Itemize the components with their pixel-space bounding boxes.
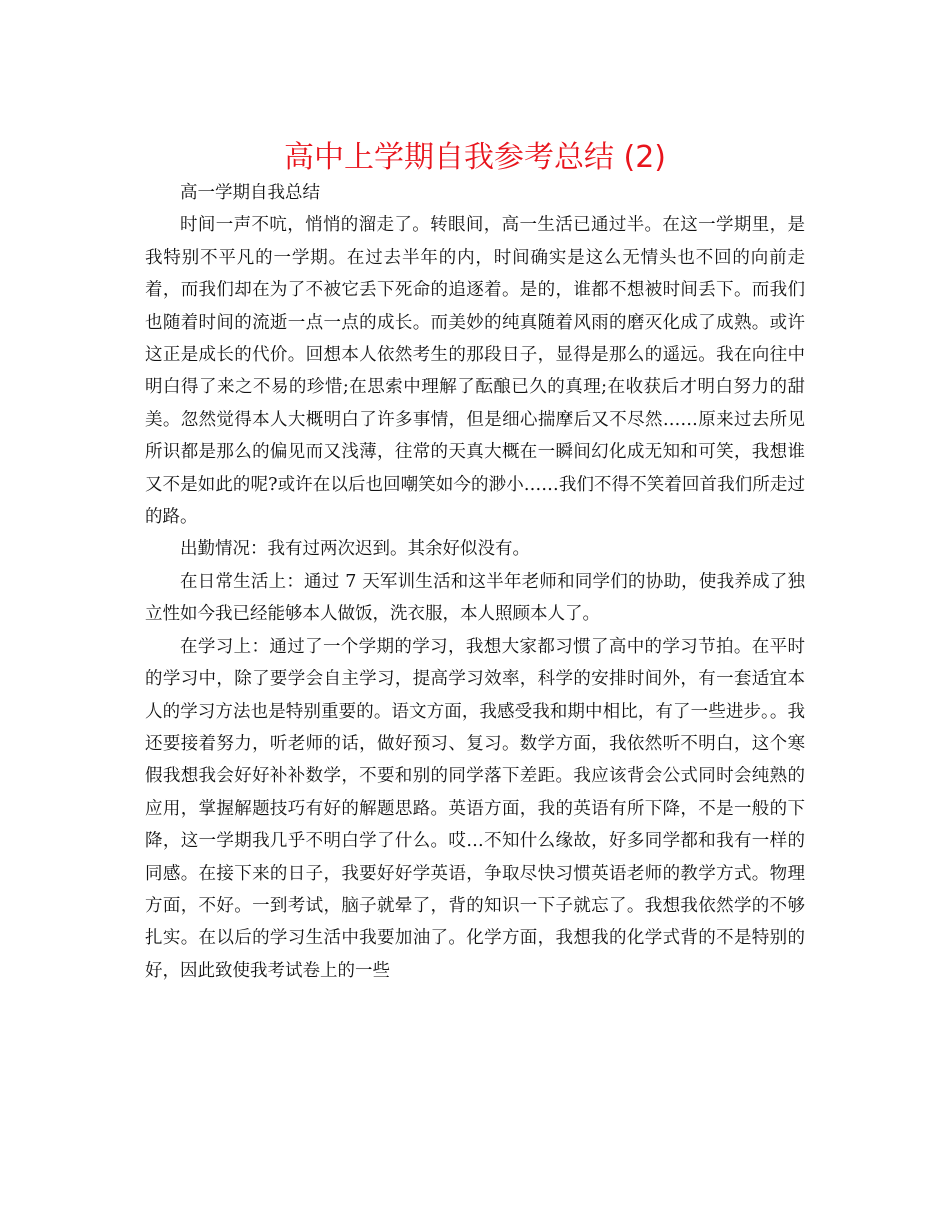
paragraph-intro: 时间一声不吭，悄悄的溜走了。转眼间，高一生活已通过半。在这一学期里，是我特别不平凡的一学期。在过去半年的内，时间确实是这么无情头也不回的向前走着，而我们却在为了不被它丢下死命的追逐着。是的，谁都不想被时间丢下。而我们也随着时间的流逝一点一点的成长。而美妙的纯真随着风雨的磨灭化成了成熟。或许这正是成长的代价。回想本人依然考生的那段日子，显得是那么的遥远。我在向往中明白得了来之不易的珍惜;在思索中理解了酝酿已久的真理;在收获后才明白努力的甜美。忽然觉得本人大概明白了许多事情，但是细心揣摩后又不尽然……原来过去所见所识都是那么的偏见而又浅薄，往常的天真大概在一瞬间幻化成无知和可笑，我想谁又不是如此的呢?或许在以后也回嘲笑如今的渺小……我们不得不笑着回首我们所走过的路。 [145,215,805,528]
paragraph-study: 在学习上：通过了一个学期的学习，我想大家都习惯了高中的学习节拍。在平时的学习中，除了要学会自主学习，提高学习效率，科学的安排时间外，有一套适宜本人的学习方法也是特别重要的。语文方面，我感受我和期中相比，有了一些进步。。我还要接着努力，听老师的话，做好预习、复习。数学方面，我依然听不明白，这个寒假我想我会好好补补数学，不要和别的同学落下差距。我应该背会公式同时会纯熟的应用，掌握解题技巧有好的解题思路。英语方面，我的英语有所下降，不是一般的下降，这一学期我几乎不明白学了什么。哎…不知什么缘故，好多同学都和我有一样的同感。在接下来的日子，我要好好学英语，争取尽快习惯英语老师的教学方式。物理方面，不好。一到考试，脑子就晕了，背的知识一下子就忘了。我想我依然学的不够扎实。在以后的学习生活中我要加油了。化学方面，我想我的化学式背的不是特别的好，因此致使我考试卷上的一些 [145,636,805,981]
document-body [145,177,805,987]
paragraph-daily-life: 在日常生活上：通过 7 天军训生活和这半年老师和同学们的协助，使我养成了独立性如今我已经能够本人做饭，洗衣服，本人照顾本人了。 [145,571,805,625]
document-title: 高中上学期自我参考总结 (2) [283,140,667,175]
section-heading: 高一学期自我总结 [180,183,320,203]
paragraph-attendance: 出勤情况：我有过两次迟到。其余好似没有。 [180,539,530,560]
